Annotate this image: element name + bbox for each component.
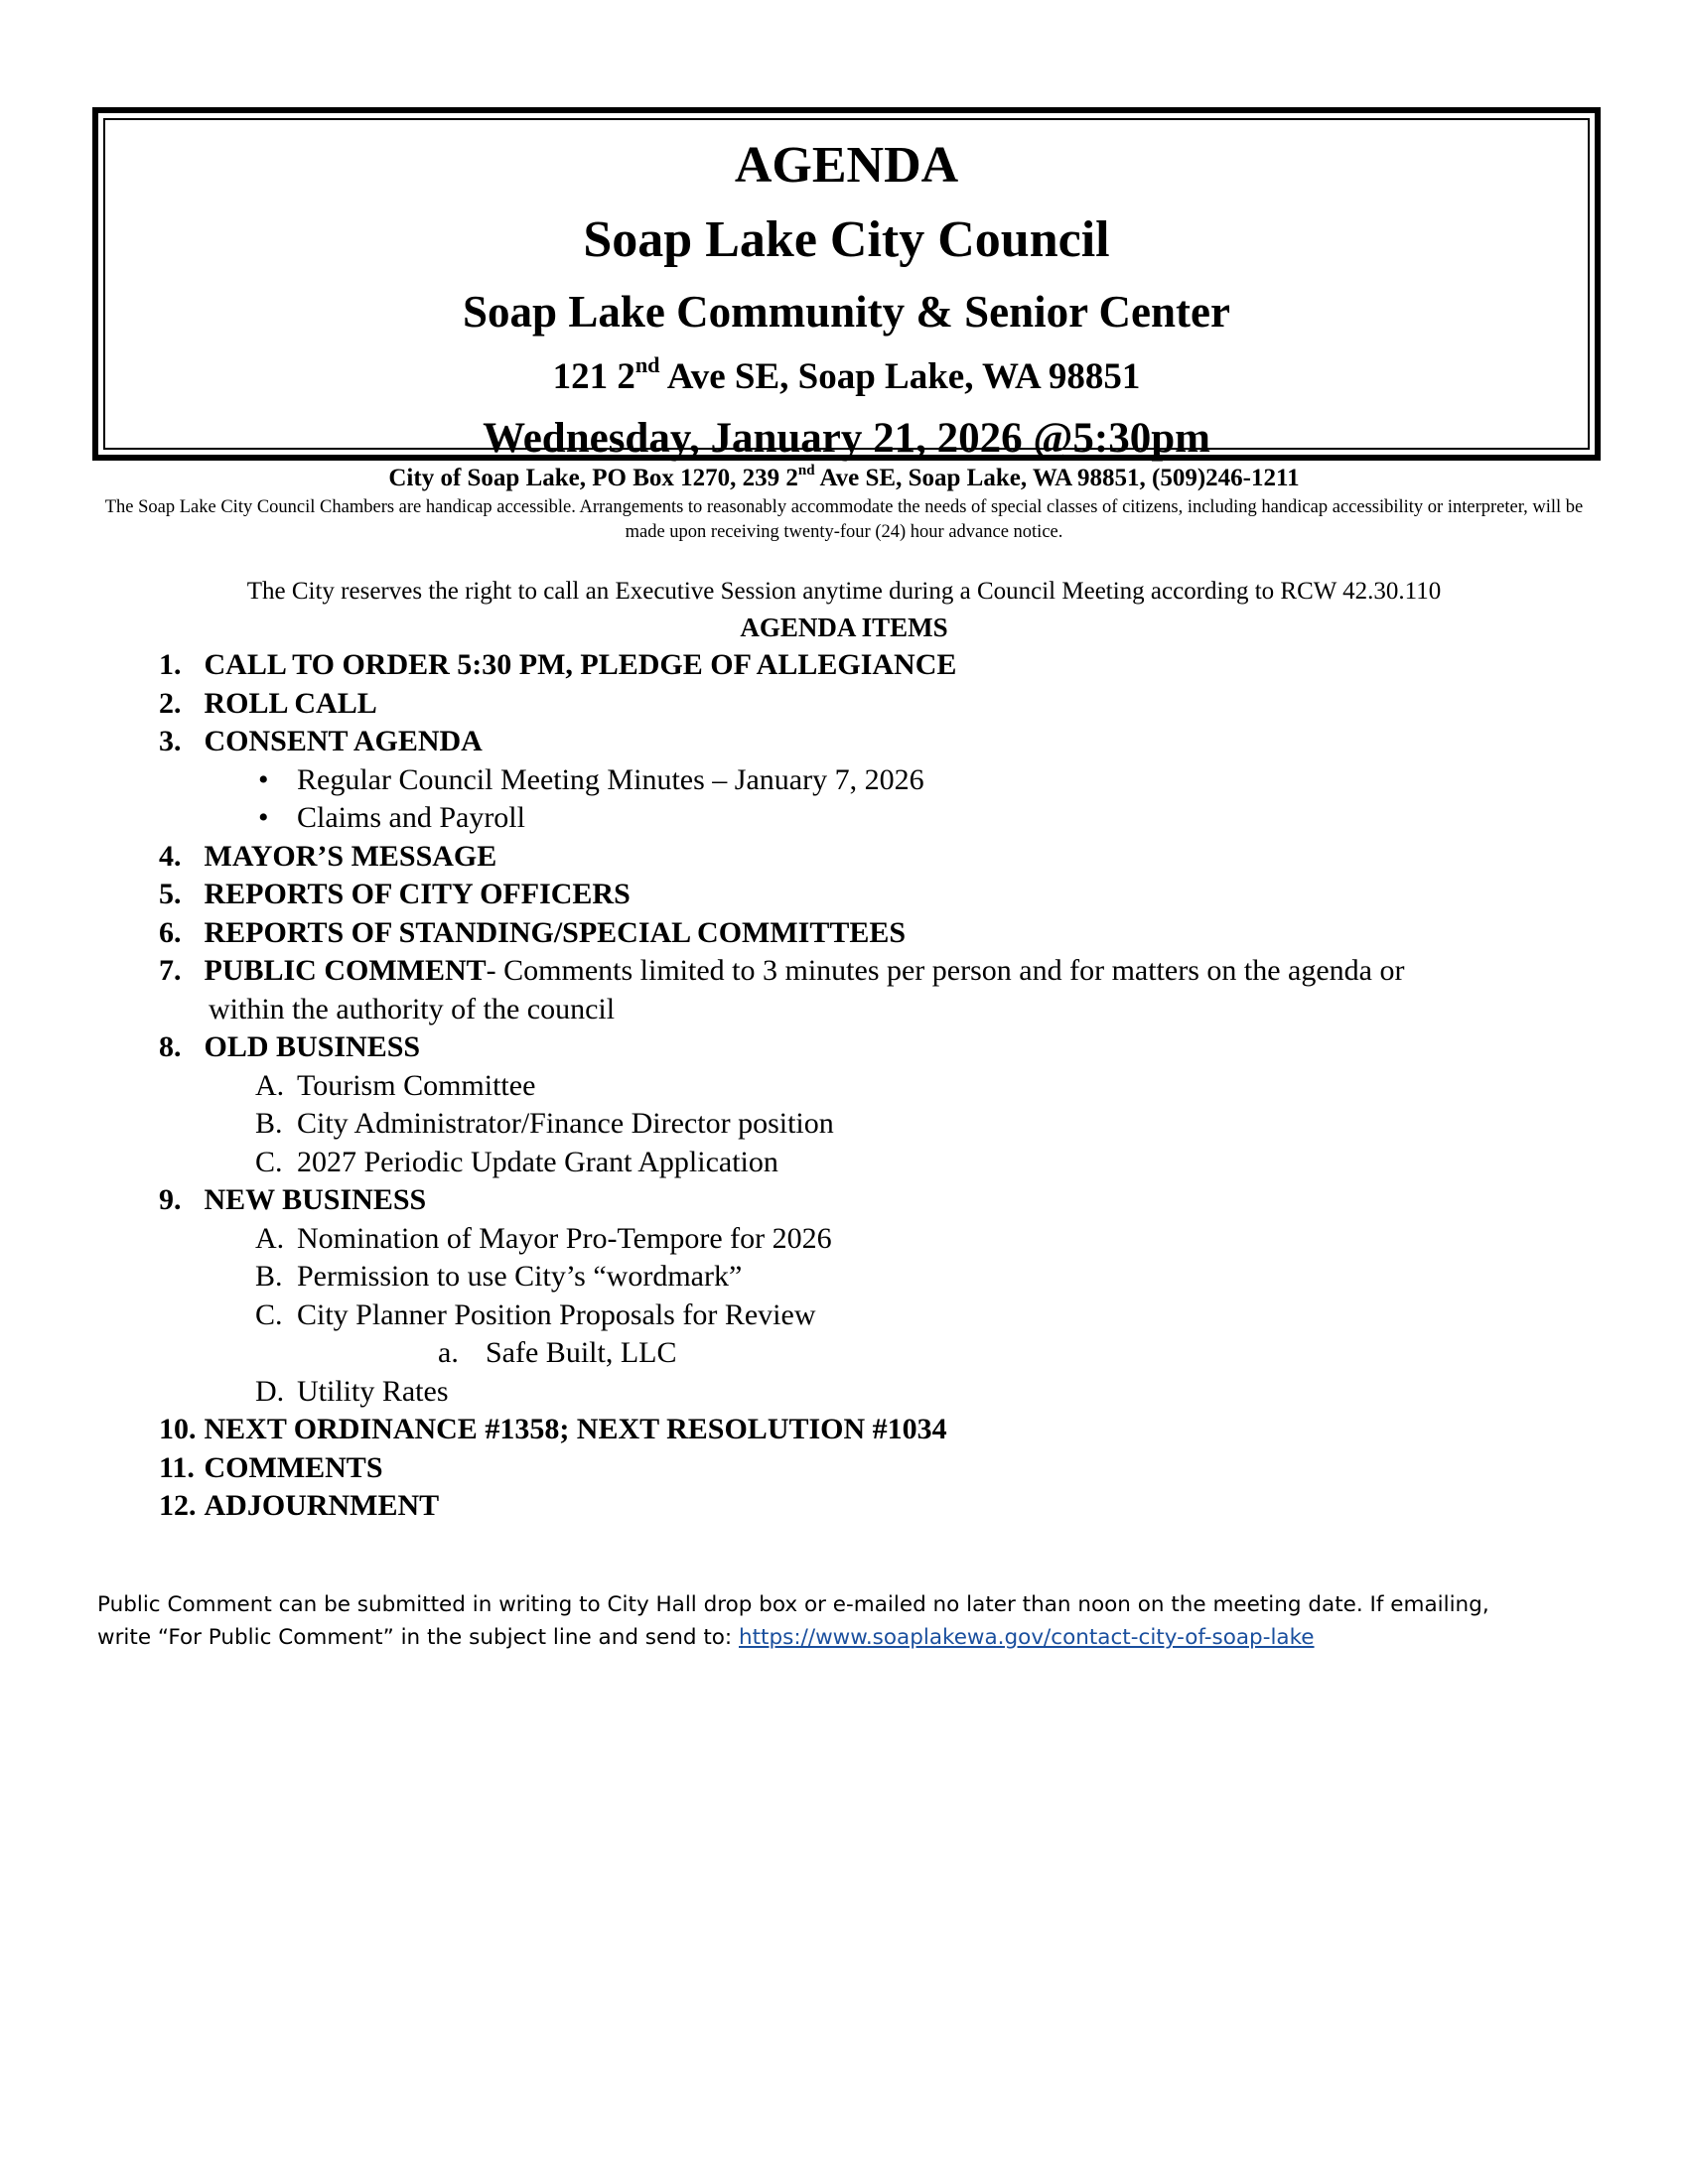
contact-part-2: Ave SE, Soap Lake, WA 98851, (509)246-1211: [814, 465, 1300, 491]
sub-item-text: City Planner Position Proposals for Review: [297, 1297, 816, 1331]
item-number: 8.: [159, 1030, 182, 1063]
new-business-item: [159, 1220, 1569, 1259]
consent-item-claims: [159, 799, 1569, 838]
sub-item-text: Permission to use City’s “wordmark”: [297, 1260, 743, 1293]
sub-item-letter: A.: [255, 1221, 285, 1255]
sub-item-text: Claims and Payroll: [297, 801, 525, 834]
new-business-item: [159, 1258, 1569, 1297]
sub-item-letter: A.: [255, 1068, 285, 1102]
bullet-icon: •: [258, 801, 269, 834]
venue-name: Soap Lake Community & Senior Center: [463, 287, 1230, 337]
item-number: 12.: [159, 1489, 197, 1522]
item-title: ROLL CALL: [204, 686, 377, 720]
old-business-item: [159, 1105, 1569, 1144]
contact-part-1: City of Soap Lake, PO Box 1270, 239 2: [388, 465, 798, 491]
agenda-item-reports-officers: [159, 876, 1569, 914]
new-business-item: [159, 1373, 1569, 1412]
agenda-item-old-business: [159, 1028, 1569, 1181]
item-title: ADJOURNMENT: [204, 1489, 440, 1522]
item-title: PUBLIC COMMENT: [204, 954, 487, 987]
agenda-item-new-business: [159, 1181, 1569, 1411]
subsub-item-letter: a.: [438, 1336, 459, 1369]
city-contact-line: [0, 465, 1688, 492]
item-title: NEXT ORDINANCE #1358; NEXT RESOLUTION #1034: [204, 1413, 947, 1445]
sub-item-text: Regular Council Meeting Minutes – January 7, 2026: [297, 762, 924, 796]
agenda-item-comments: [159, 1449, 1569, 1488]
venue-address-number: 121 2: [552, 356, 635, 397]
old-business-item: [159, 1144, 1569, 1182]
venue-address-rest: Ave SE, Soap Lake, WA 98851: [659, 356, 1141, 397]
footer-line-2: [97, 1621, 1607, 1654]
old-business-list: [159, 1067, 1569, 1182]
sub-item-letter: C.: [255, 1145, 283, 1178]
sub-item-letter: D.: [255, 1374, 285, 1408]
header-inner-frame: [103, 118, 1590, 462]
item-number: 2.: [159, 686, 182, 720]
accessibility-note: The Soap Lake City Council Chambers are handicap accessible. Arrangements to reasonably accommodate the needs of special classes of citizens, including handicap accessibility or interpreter, will be made upon receiving twenty-four (24) hour advance notice.: [104, 497, 1584, 542]
item-title: COMMENTS: [204, 1450, 383, 1484]
item-number: 3.: [159, 725, 182, 757]
agenda-item-roll-call: [159, 685, 1569, 724]
meeting-date: Wednesday, January 21, 2026 @5:30pm: [483, 415, 1210, 462]
item-title: MAYOR’S MESSAGE: [204, 839, 497, 873]
item-title: NEW BUSINESS: [204, 1183, 427, 1216]
contact-city-link[interactable]: https://www.soaplakewa.gov/contact-city-of-soap-lake: [739, 1625, 1315, 1650]
agenda-items-heading: AGENDA ITEMS: [740, 613, 948, 642]
item-title: CONSENT AGENDA: [204, 725, 483, 757]
agenda-item-consent-agenda: [159, 723, 1569, 838]
agenda-item-next-ordinance: [159, 1411, 1569, 1449]
venue-address-suffix: nd: [634, 352, 660, 378]
sub-item-letter: B.: [255, 1260, 283, 1293]
sub-item-text: Utility Rates: [297, 1374, 449, 1408]
item-number: 5.: [159, 878, 182, 910]
item-number: 7.: [159, 954, 182, 987]
item-number: 10.: [159, 1413, 197, 1445]
sub-item-letter: B.: [255, 1107, 283, 1140]
header-box: [92, 107, 1601, 461]
sub-item-text: 2027 Periodic Update Grant Application: [297, 1145, 778, 1178]
agenda-item-public-comment: [159, 952, 1569, 1028]
sub-item-text: Tourism Committee: [297, 1068, 536, 1102]
new-business-c-subitem: [255, 1334, 1569, 1373]
item-description: - Comments limited to 3 minutes per person and for matters on the agenda or: [486, 954, 1405, 987]
item-description-continued: within the authority of the council: [209, 992, 616, 1025]
consent-agenda-list: [159, 761, 1569, 838]
sub-item-letter: C.: [255, 1297, 283, 1331]
item-number: 6.: [159, 915, 182, 949]
agenda-items-list: [159, 646, 1569, 1526]
item-title: REPORTS OF CITY OFFICERS: [204, 878, 631, 910]
public-comment-note: [97, 1588, 1607, 1654]
item-number: 4.: [159, 839, 182, 873]
agenda-item-mayors-message: [159, 838, 1569, 877]
sub-item-text: Nomination of Mayor Pro-Tempore for 2026: [297, 1221, 832, 1255]
new-business-list: [159, 1220, 1569, 1412]
sub-item-text: City Administrator/Finance Director position: [297, 1107, 834, 1140]
footer-line-1: Public Comment can be submitted in writing to City Hall drop box or e-mailed no later than noon on the meeting date. If emailing,: [97, 1592, 1489, 1617]
consent-item-minutes: [159, 761, 1569, 800]
item-title: REPORTS OF STANDING/SPECIAL COMMITTEES: [204, 915, 907, 949]
agenda-title: AGENDA: [734, 137, 959, 194]
contact-suffix: nd: [797, 463, 815, 479]
bullet-icon: •: [258, 762, 269, 796]
subsub-item-text: Safe Built, LLC: [486, 1336, 677, 1369]
agenda-item-call-to-order: [159, 646, 1569, 685]
executive-session-note: The City reserves the right to call an Executive Session anytime during a Council Meeting according to RCW 42.30.110: [246, 578, 1442, 605]
item-number: 1.: [159, 648, 182, 681]
council-name: Soap Lake City Council: [583, 211, 1110, 268]
item-number: 11.: [159, 1450, 195, 1484]
item-title: CALL TO ORDER 5:30 PM, PLEDGE OF ALLEGIANCE: [204, 648, 957, 681]
agenda-item-reports-committees: [159, 914, 1569, 953]
item-title: OLD BUSINESS: [204, 1030, 421, 1063]
new-business-item: [159, 1297, 1569, 1373]
item-number: 9.: [159, 1183, 182, 1216]
footer-line-2-text: write “For Public Comment” in the subject line and send to:: [97, 1625, 739, 1650]
venue-address: [105, 352, 1588, 397]
old-business-item: [159, 1067, 1569, 1106]
agenda-item-adjournment: [159, 1487, 1569, 1526]
